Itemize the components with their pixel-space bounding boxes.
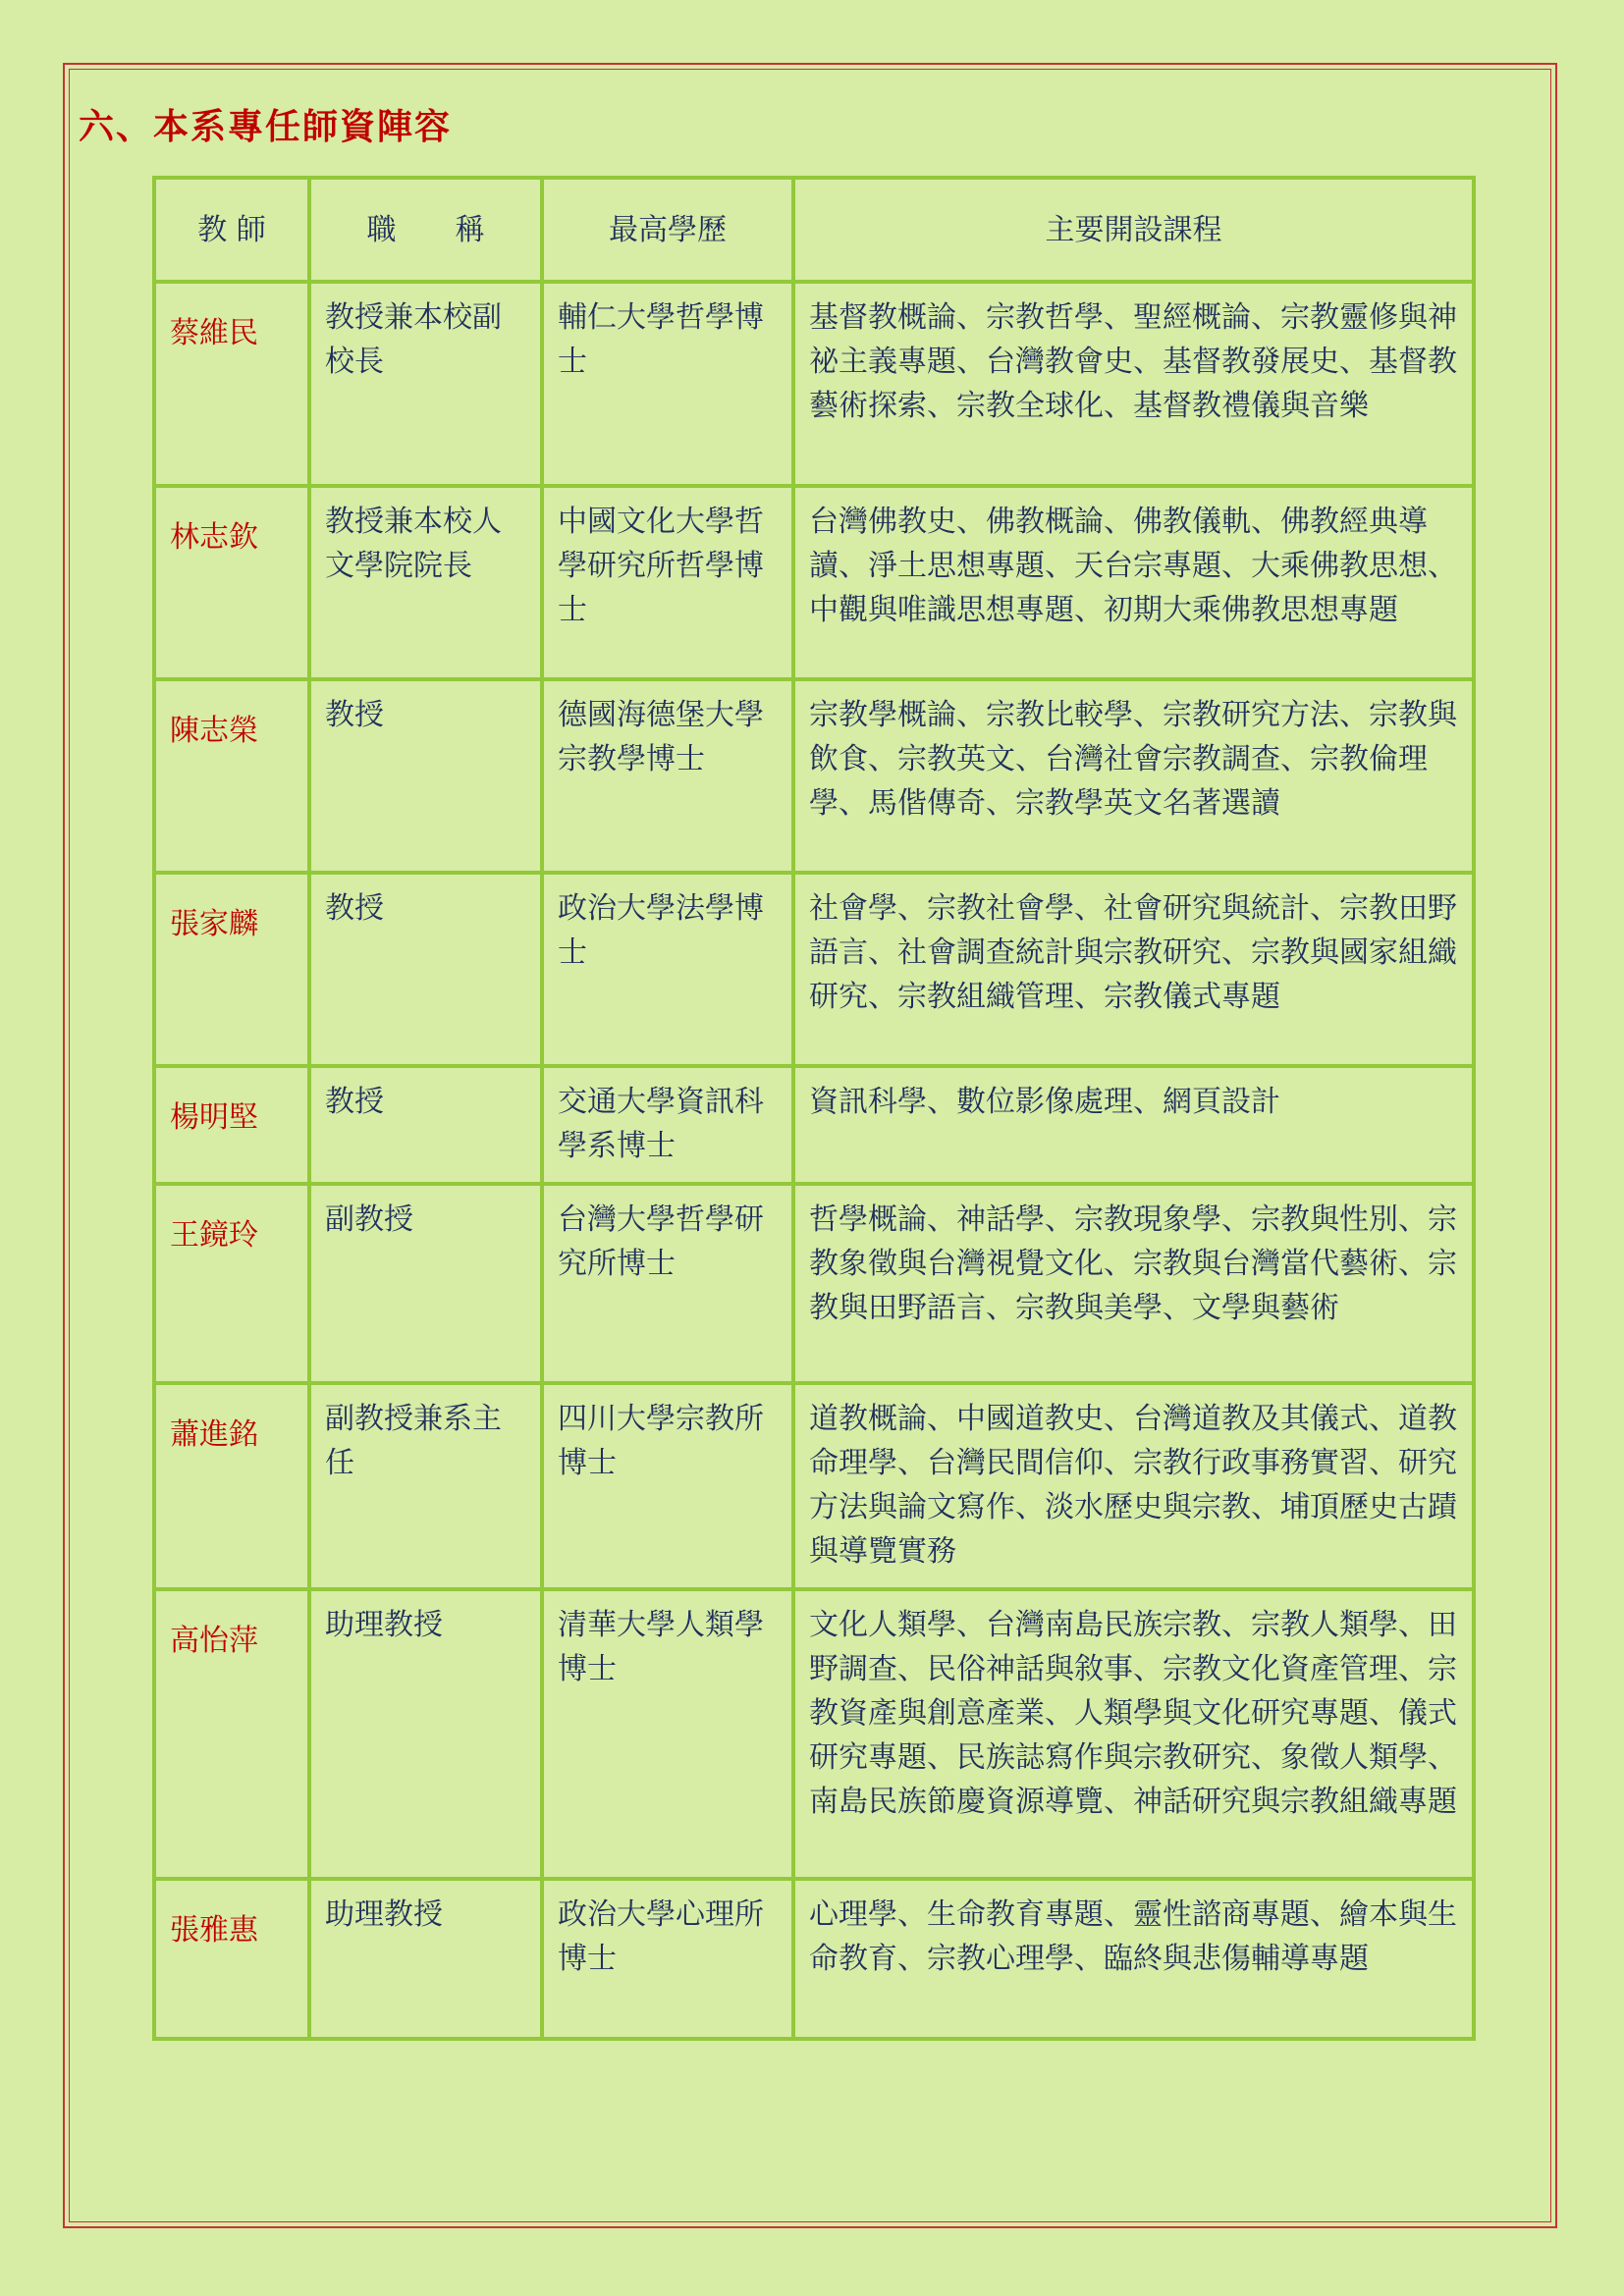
teacher-name: 張雅惠 [154,1879,309,2039]
teacher-degree: 輔仁大學哲學博士 [542,282,793,486]
teacher-name: 陳志榮 [154,679,309,873]
teacher-title: 副教授 [309,1184,542,1383]
table-row [154,1879,1474,2039]
teacher-title: 教授兼本校人文學院院長 [309,486,542,679]
teacher-name: 蔡維民 [154,282,309,486]
teacher-courses: 社會學、宗教社會學、社會研究與統計、宗教田野語言、社會調查統計與宗教研究、宗教與國家組織研究、宗教組織管理、宗教儀式專題 [793,873,1474,1066]
teacher-courses: 哲學概論、神話學、宗教現象學、宗教與性別、宗教象徵與台灣視覺文化、宗教與台灣當代藝術、宗教與田野語言、宗教與美學、文學與藝術 [793,1184,1474,1383]
teacher-courses: 文化人類學、台灣南島民族宗教、宗教人類學、田野調查、民俗神話與敘事、宗教文化資產管理、宗教資產與創意產業、人類學與文化研究專題、儀式研究專題、民族誌寫作與宗教研究、象徵人類學、南島民族節慶資源導覽、神話研究與宗教組織專題 [793,1589,1474,1879]
teacher-degree: 清華大學人類學博士 [542,1589,793,1879]
teacher-courses: 宗教學概論、宗教比較學、宗教研究方法、宗教與飲食、宗教英文、台灣社會宗教調查、宗教倫理學、馬偕傳奇、宗教學英文名著選讀 [793,679,1474,873]
teacher-courses: 心理學、生命教育專題、靈性諮商專題、繪本與生命教育、宗教心理學、臨終與悲傷輔導專題 [793,1879,1474,2039]
teacher-degree: 政治大學法學博士 [542,873,793,1066]
header-teacher: 教 師 [154,178,309,282]
teacher-title: 教授 [309,679,542,873]
teacher-name: 楊明堅 [154,1066,309,1184]
table-header-row [154,178,1474,282]
table-row [154,1589,1474,1879]
table-row [154,282,1474,486]
teacher-title: 教授兼本校副校長 [309,282,542,486]
teacher-title: 副教授兼系主任 [309,1383,542,1589]
teacher-courses: 基督教概論、宗教哲學、聖經概論、宗教靈修與神祕主義專題、台灣教會史、基督教發展史、基督教藝術探索、宗教全球化、基督教禮儀與音樂 [793,282,1474,486]
teacher-title: 教授 [309,1066,542,1184]
teacher-name: 王鏡玲 [154,1184,309,1383]
teacher-title: 助理教授 [309,1589,542,1879]
table-row [154,486,1474,679]
table-row [154,1383,1474,1589]
teacher-courses: 台灣佛教史、佛教概論、佛教儀軌、佛教經典導讀、淨土思想專題、天台宗專題、大乘佛教思想、中觀與唯識思想專題、初期大乘佛教思想專題 [793,486,1474,679]
teacher-name: 張家麟 [154,873,309,1066]
table-row [154,873,1474,1066]
teacher-name: 高怡萍 [154,1589,309,1879]
header-courses: 主要開設課程 [793,178,1474,282]
teacher-title: 助理教授 [309,1879,542,2039]
teacher-name: 林志欽 [154,486,309,679]
section-title: 六、本系專任師資陣容 [79,106,453,147]
header-title: 職 稱 [309,178,542,282]
teacher-courses: 道教概論、中國道教史、台灣道教及其儀式、道教命理學、台灣民間信仰、宗教行政事務實習、研究方法與論文寫作、淡水歷史與宗教、埔頂歷史古蹟與導覽實務 [793,1383,1474,1589]
teacher-degree: 政治大學心理所博士 [542,1879,793,2039]
table-row [154,1066,1474,1184]
teacher-degree: 中國文化大學哲學研究所哲學博士 [542,486,793,679]
teacher-degree: 四川大學宗教所博士 [542,1383,793,1589]
faculty-table [152,176,1476,2041]
table-row [154,679,1474,873]
table-row [154,1184,1474,1383]
teacher-degree: 德國海德堡大學宗教學博士 [542,679,793,873]
teacher-title: 教授 [309,873,542,1066]
teacher-degree: 台灣大學哲學研究所博士 [542,1184,793,1383]
header-degree: 最高學歷 [542,178,793,282]
teacher-name: 蕭進銘 [154,1383,309,1589]
teacher-courses: 資訊科學、數位影像處理、網頁設計 [793,1066,1474,1184]
teacher-degree: 交通大學資訊科學系博士 [542,1066,793,1184]
